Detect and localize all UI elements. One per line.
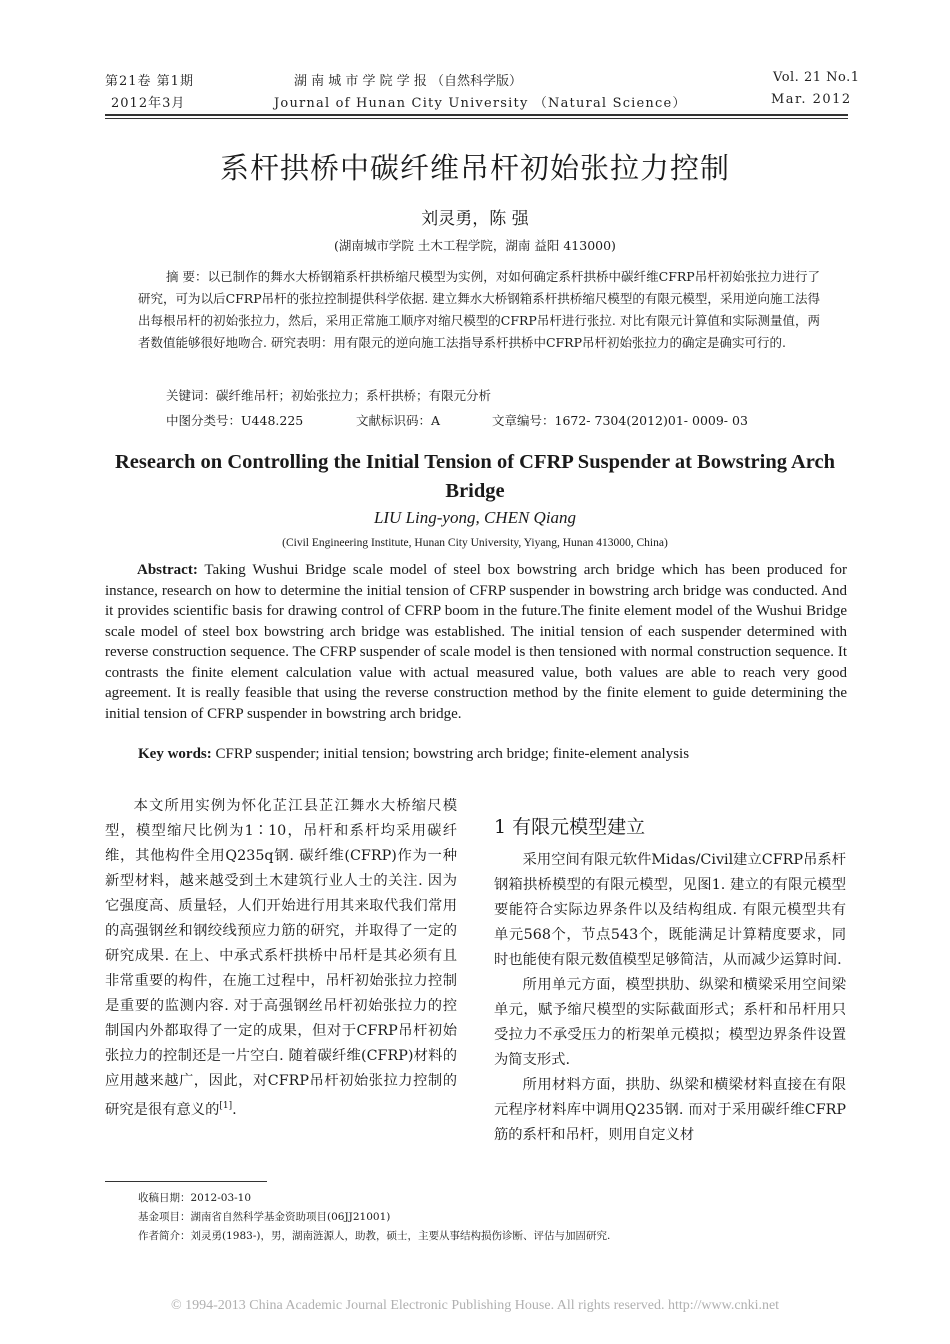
abstract-en	[105, 560, 847, 724]
keywords-en-label: Key words:	[138, 746, 212, 762]
section-1-heading: 1 有限元模型建立	[494, 816, 646, 838]
keywords-cn: 关键词：碳纤维吊杆；初始张拉力；系杆拱桥；有限元分析	[166, 388, 492, 403]
article-number: 文章编号：1672- 7304(2012)01- 0009- 03	[492, 413, 748, 428]
footnote-author: 作者简介：刘灵勇(1983-)，男，湖南涟源人，助教，硕士，主要从事结构损伤诊断、评估与加固研究.	[138, 1230, 611, 1242]
authors-en: LIU Ling-yong, CHEN Qiang	[373, 508, 577, 527]
section-1-column	[494, 848, 846, 1148]
footnote-rule	[105, 1181, 267, 1182]
citation-ref[interactable]: [1]	[219, 1101, 233, 1111]
keywords-en	[138, 746, 689, 763]
authors-cn: 刘灵勇，陈 强	[421, 209, 529, 229]
affiliation-en: (Civil Engineering Institute, Hunan City University, Yiyang, Hunan 413000, China)	[282, 537, 668, 549]
journal-name-cn: 湖 南 城 市 学 院 学 报 （自然科学版）	[294, 74, 523, 89]
abstract-en-label: Abstract:	[137, 562, 198, 578]
abstract-en-text: Taking Wushui Bridge scale model of steel box bowstring arch bridge which has been produced for instance, research on how to determine the initial tension of CFRP suspender in bowstring arch bridge was conducted. And it provides scientific basis for drawing control of CFRP boom in the future.The finite element model of the Wushui Bridge scale model of steel box bowstring arch bridge was established. The initial tension of each suspender determined with reverse construction sequence. The CFRP suspender of scale model is then tensioned with normal construction sequence. It contrasts the finite element calculation value with actual measured value, both values are able to reach very good agreement. It is really feasible that using the reverse construction method by the finite element to guide determining the initial tension of CFRP suspender in bowstring arch bridge.	[105, 562, 847, 722]
volume-issue-en: Vol. 21 No.1	[773, 70, 860, 85]
copyright-line: © 1994-2013 China Academic Journal Electronic Publishing House. All rights reserved. http://www.cnki.net	[170, 1298, 780, 1313]
footnote-received: 收稿日期：2012-03-10	[138, 1192, 252, 1204]
intro-text: 本文所用实例为怀化芷江县芷江舞水大桥缩尺模型，模型缩尺比例为1∶10，吊杆和系杆均采用碳纤维，其他构件全用Q235q钢. 碳纤维(CFRP)作为一种新型材料，越来越受到土木建筑行业人士的关注. 因为它强度高、质量轻，人们开始进行用其来取代我们常用的高强钢丝和钢绞线预应力筋的研究，并取得了一定的研究成果. 在上、中承式系杆拱桥中吊杆是其必须有且非常重要的构件，在施工过程中，吊杆初始张拉力控制是重要的监测内容. 对于高强钢丝吊杆初始张拉力的控制国内外都取得了一定的成果，但对于CFRP吊杆初始张拉力的控制还是一片空白. 随着碳纤维(CFRP)材料的应用越来越广，因此，对CFRP吊杆初始张拉力控制的研究是很有意义的	[105, 798, 457, 1118]
section-1-paragraph: 所用材料方面，拱肋、纵梁和横梁材料直接在有限元程序材料库中调用Q235钢. 而对于采用碳纤维CFRP筋的系杆和吊杆，则用自定义材	[494, 1077, 846, 1143]
affiliation-cn: (湖南城市学院 土木工程学院，湖南 益阳 413000)	[334, 238, 616, 253]
abstract-cn: 摘 要：以已制作的舞水大桥钢箱系杆拱桥缩尺模型为实例，对如何确定系杆拱桥中碳纤维CFRP吊杆初始张拉力进行了研究，可为以后CFRP吊杆的张拉控制提供科学依据. 建立舞水大桥钢箱系杆拱桥缩尺模型的有限元模型，采用逆向施工法得出每根吊杆的初始张拉力，然后，采用正常施工顺序对缩尺模型的CFRP吊杆进行张拉. 对比有限元计算值和实际测量值，两者数值能够很好地吻合. 研究表明：用有限元的逆向施工法指导系杆拱桥中CFRP吊杆初始张拉力的确定是确实可行的.	[138, 269, 820, 350]
date-en: Mar. 2012	[771, 92, 852, 107]
section-1-paragraph: 采用空间有限元软件Midas/Civil建立CFRP吊系杆钢箱拱桥模型的有限元模型，见图1. 建立的有限元模型要能符合实际边界条件以及结构组成. 有限元模型共有单元568个，节点543个，既能满足计算精度要求，同时也能使有限元数值模型足够简洁，从而减少运算时间.	[494, 852, 846, 968]
intro-column	[105, 794, 457, 1123]
section-1-paragraph: 所用单元方面，模型拱肋、纵梁和横梁采用空间梁单元，赋予缩尺模型的实际截面形式；系杆和吊杆用只受拉力不承受压力的桁架单元模拟；模型边界条件设置为简支形式.	[494, 977, 846, 1068]
volume-issue-cn: 第21卷 第1期	[105, 74, 194, 89]
classification-line	[166, 411, 748, 429]
journal-name-en: Journal of Hunan City University （Natural Science）	[274, 96, 687, 111]
footnote-fund: 基金项目：湖南省自然科学基金资助项目(06JJ21001)	[138, 1211, 391, 1223]
document-code: 文献标识码：A	[356, 413, 441, 428]
date-cn: 2012年3月	[111, 96, 186, 111]
paper-title-cn: 系杆拱桥中碳纤维吊杆初始张拉力控制	[219, 151, 730, 185]
intro-paragraph	[105, 794, 457, 1123]
clc-number: 中图分类号：U448.225	[166, 413, 304, 428]
header-rule	[105, 114, 848, 116]
keywords-en-text: CFRP suspender; initial tension; bowstring arch bridge; finite-element analysis	[211, 746, 690, 762]
header-rule-thin	[105, 118, 848, 119]
paper-title-en: Research on Controlling the Initial Tension of CFRP Suspender at Bowstring Arch Bridge	[114, 451, 836, 502]
intro-end: .	[232, 1101, 237, 1118]
